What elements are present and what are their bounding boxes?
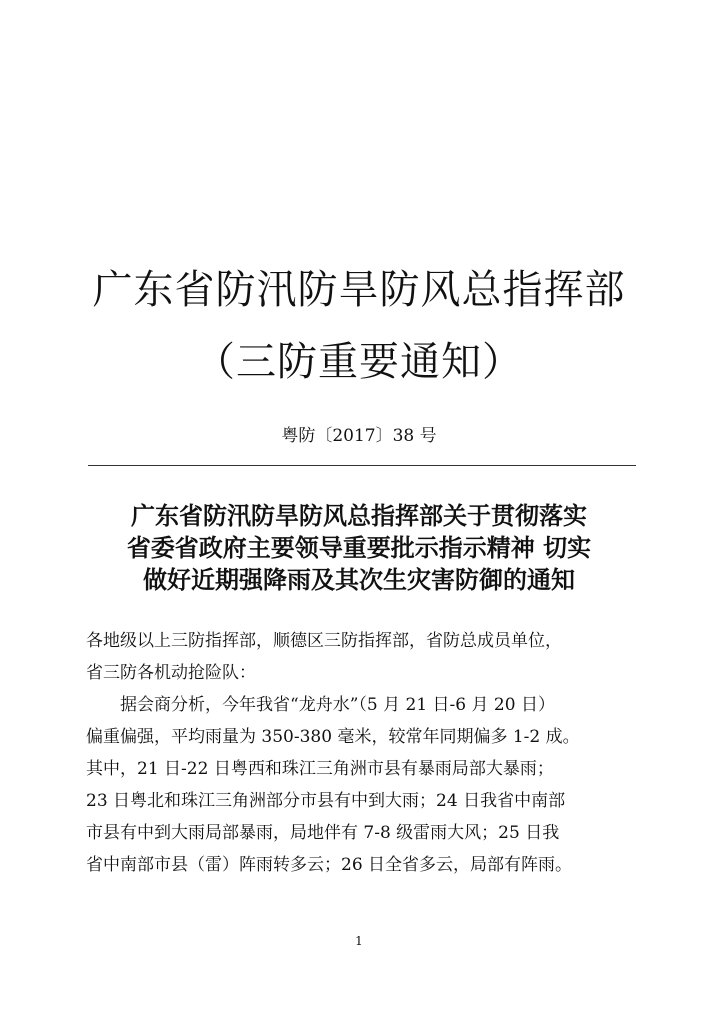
addressee-line: 省三防各机动抢险队： — [86, 663, 256, 683]
body-paragraph-line: 偏重偏强，平均雨量为 350-380 毫米，较常年同期偏多 1-2 成。 — [86, 727, 580, 747]
notice-title — [0, 500, 718, 596]
body-paragraph-line: 23 日粤北和珠江三角洲部分市县有中到大雨；24 日我省中南部 — [86, 791, 566, 811]
agency-title: 广东省防汛防旱防风总指挥部 — [92, 267, 626, 313]
notice-title-line: 省委省政府主要领导重要批示指示精神 切实 — [126, 533, 592, 562]
body-paragraph-line: 据会商分析，今年我省“龙舟水”（5 月 21 日-6 月 20 日） — [120, 695, 555, 715]
document-number: 粤防〔2017〕38 号 — [281, 426, 437, 446]
addressee-line: 各地级以上三防指挥部，顺德区三防指挥部，省防总成员单位， — [86, 631, 562, 651]
notice-body — [86, 625, 638, 881]
body-paragraph-line: 省中南部市县（雷）阵雨转多云；26 日全省多云，局部有阵雨。 — [86, 855, 573, 875]
header-divider — [88, 465, 636, 466]
notice-title-line: 做好近期强降雨及其次生灾害防御的通知 — [143, 565, 575, 594]
page-number: 1 — [355, 934, 363, 948]
document-type-heading: （三防重要通知） — [195, 339, 523, 385]
body-paragraph-line: 市县有中到大雨局部暴雨，局地伴有 7-8 级雷雨大风；25 日我 — [86, 823, 560, 843]
notice-title-line: 广东省防汛防旱防风总指挥部关于贯彻落实 — [131, 501, 587, 530]
body-paragraph-line: 其中，21 日-22 日粤西和珠江三角洲市县有暴雨局部大暴雨； — [86, 759, 554, 779]
